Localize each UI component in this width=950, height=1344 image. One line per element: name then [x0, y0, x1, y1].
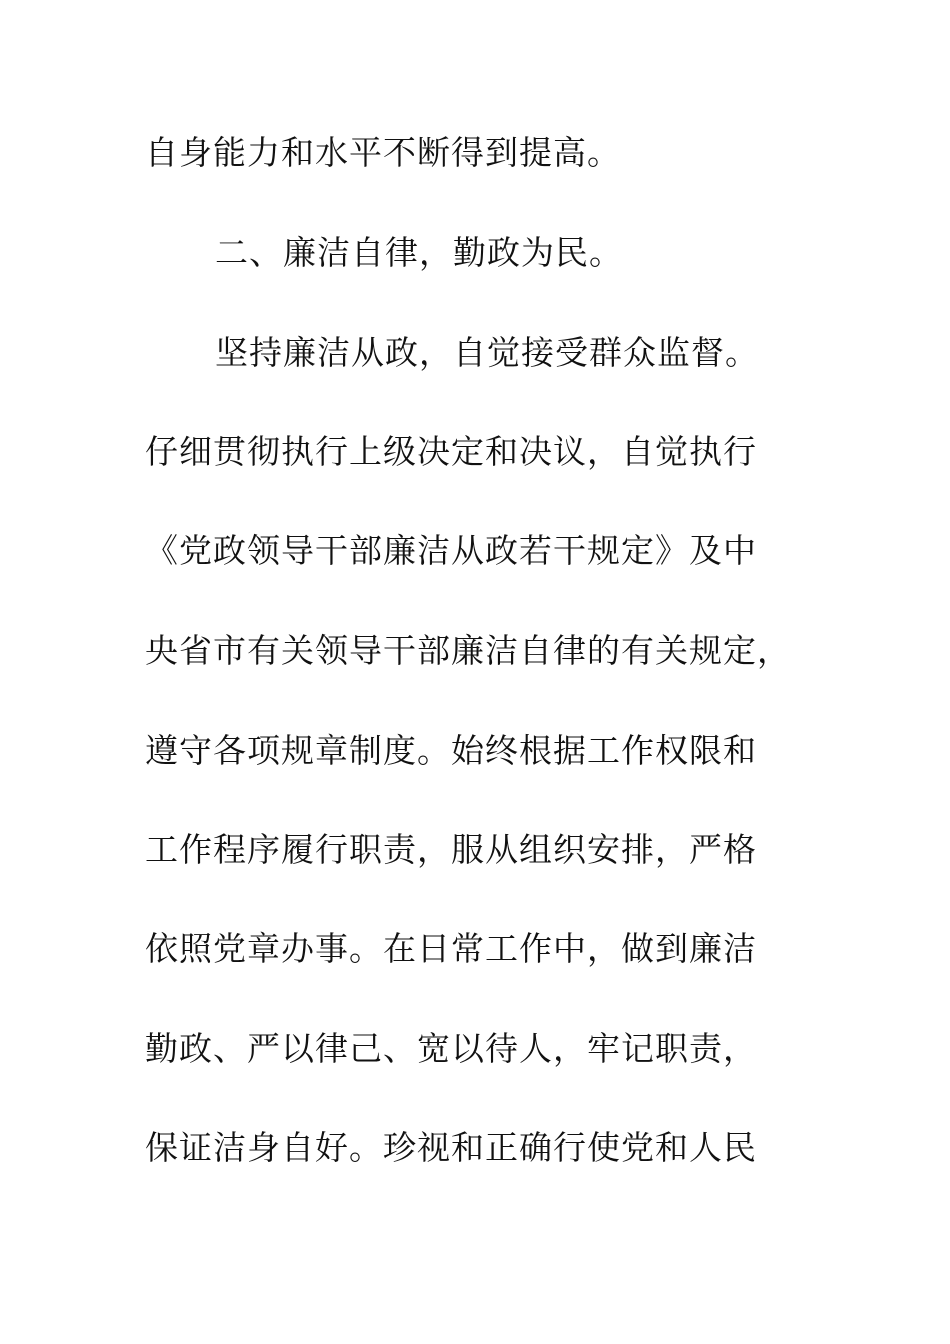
section-heading: 二、廉洁自律，勤政为民。 [215, 233, 623, 272]
paragraph-line: 依照党章办事。在日常工作中，做到廉洁 [145, 929, 757, 968]
paragraph-line: 央省市有关领导干部廉洁自律的有关规定， [145, 631, 791, 670]
paragraph-line: 自身能力和水平不断得到提高。 [145, 133, 621, 172]
paragraph-line: 工作程序履行职责，服从组织安排，严格 [145, 830, 757, 869]
paragraph-line: 坚持廉洁从政，自觉接受群众监督。 [215, 333, 759, 372]
paragraph-line: 《党政领导干部廉洁从政若干规定》及中 [145, 531, 757, 570]
paragraph-line: 保证洁身自好。珍视和正确行使党和人民 [145, 1128, 757, 1167]
paragraph-line: 遵守各项规章制度。始终根据工作权限和 [145, 731, 757, 770]
paragraph-line: 勤政、严以律己、宽以待人，牢记职责， [145, 1029, 757, 1068]
paragraph-line: 仔细贯彻执行上级决定和决议，自觉执行 [145, 432, 757, 471]
